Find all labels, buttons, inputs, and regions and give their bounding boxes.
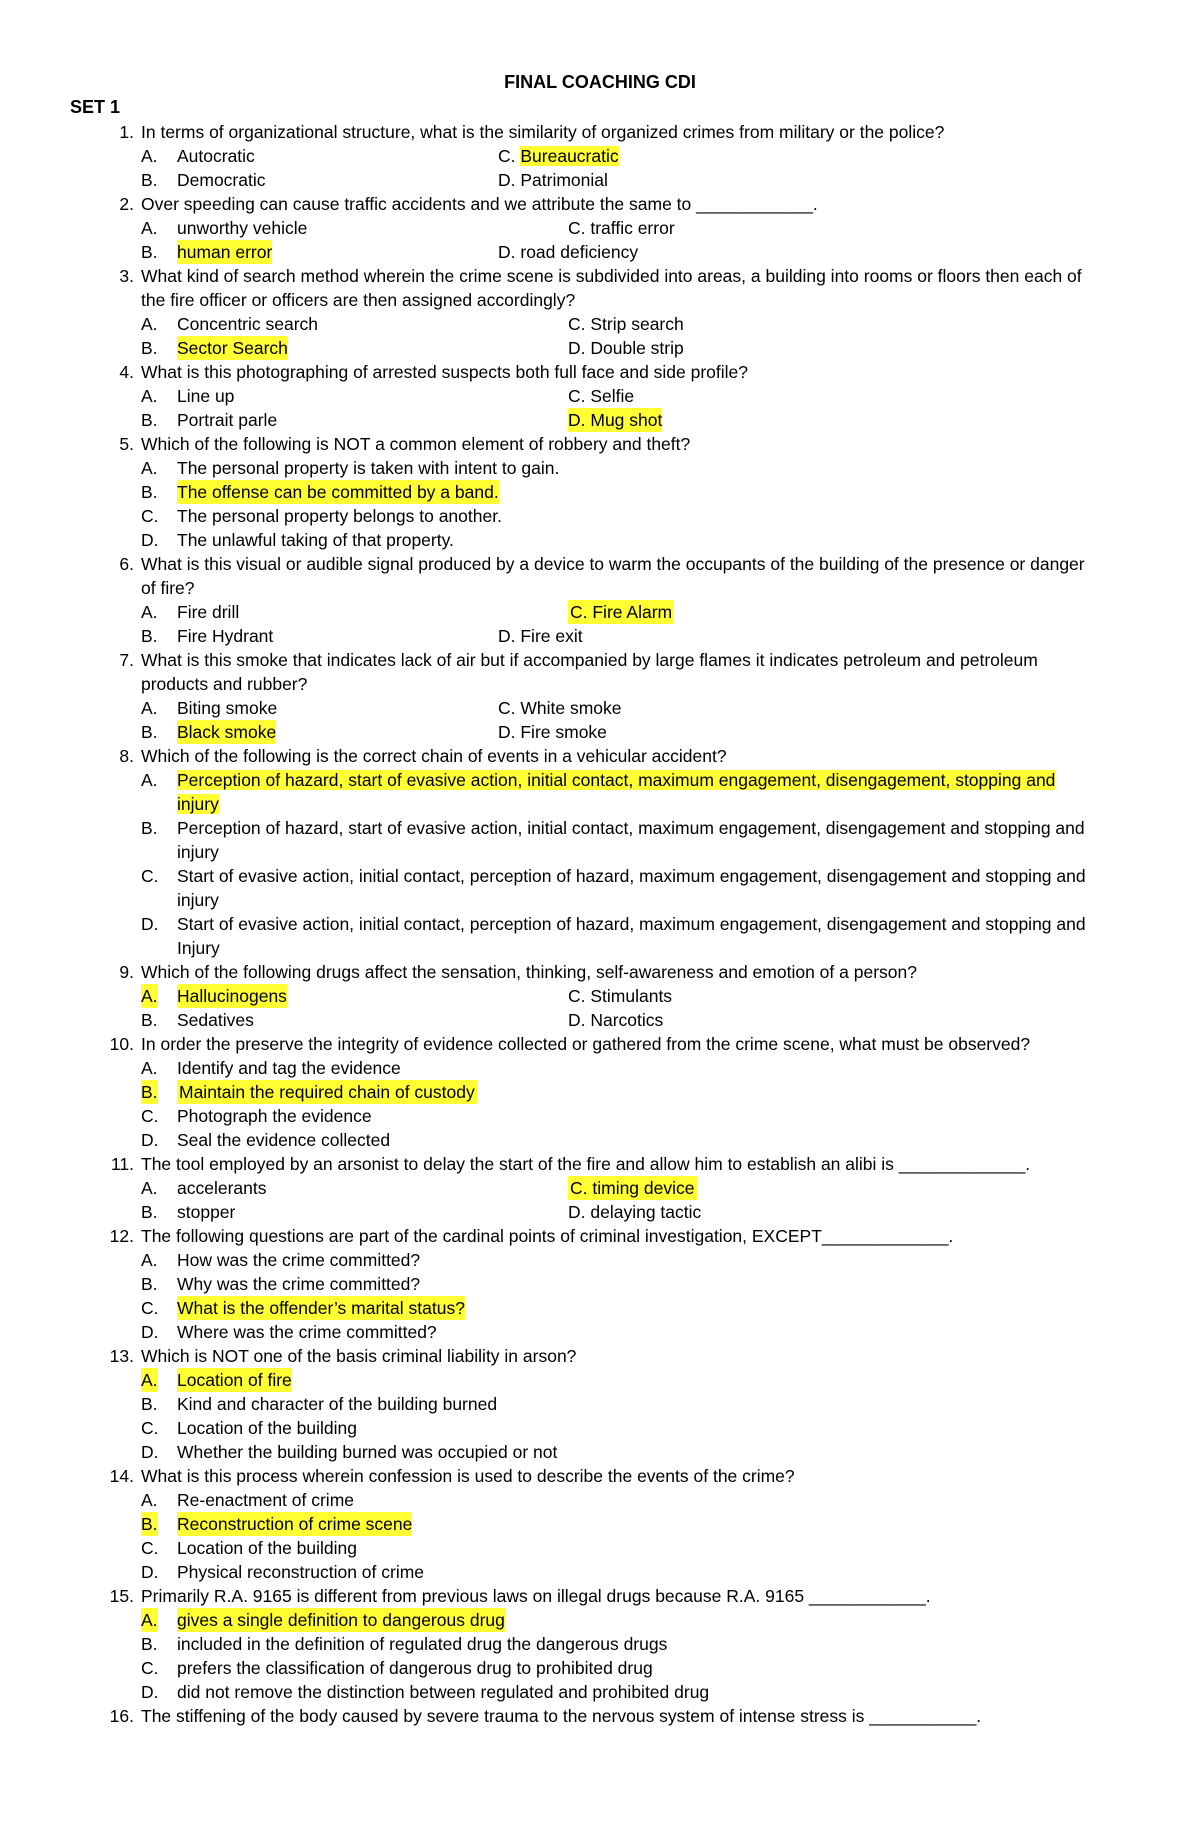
option-text: C. Selfie: [568, 386, 635, 406]
option-text: C. Strip search: [568, 314, 684, 334]
option-text: Perception of hazard, start of evasive action, initial contact, maximum engagement, disengagement and stopping and injury: [177, 818, 1085, 862]
question-number: 2.: [119, 194, 134, 214]
question-number: 15.: [109, 1586, 134, 1606]
option-text: Start of evasive action, initial contact, perception of hazard, maximum engagement, disengagement and stopping and injury: [177, 866, 1086, 910]
option-letter: B.: [141, 626, 158, 646]
question-number: 4.: [119, 362, 134, 382]
option-letter: B.: [141, 242, 158, 262]
option-text: Concentric search: [177, 314, 319, 334]
option-letter: A.: [141, 146, 158, 166]
option-text: Where was the crime committed?: [177, 1322, 437, 1342]
option-letter: B.: [141, 482, 158, 502]
option-letter: C.: [141, 1106, 159, 1126]
option-letter: B.: [141, 170, 158, 190]
answer-highlight: C. timing device: [570, 1178, 695, 1198]
question-text: What is this smoke that indicates lack of air but if accompanied by large flames it indicates petroleum and petroleum products and rubber?: [141, 650, 1038, 694]
option-text: D. Narcotics: [568, 1010, 664, 1030]
option-text: Seal the evidence collected: [177, 1130, 391, 1150]
question-text: The following questions are part of the cardinal points of criminal investigation, EXCEPT_____________.: [141, 1226, 954, 1246]
option-letter: A.: [141, 386, 158, 406]
question-text: The stiffening of the body caused by severe trauma to the nervous system of intense stress is ___________.: [141, 1706, 982, 1726]
question-text: What is this visual or audible signal produced by a device to warm the occupants of the building of the presence or danger of fire?: [141, 554, 1085, 598]
option-letter: C.: [141, 506, 159, 526]
answer-highlight: human error: [177, 242, 273, 262]
question-number: 8.: [119, 746, 134, 766]
option-letter: B.: [141, 722, 158, 742]
option-letter: B.: [141, 1394, 158, 1414]
answer-highlight: C. Fire Alarm: [570, 602, 673, 622]
option-letter: C.: [141, 1538, 159, 1558]
question-text: What is this process wherein confession is used to describe the events of the crime?: [141, 1466, 795, 1486]
option-text: Whether the building burned was occupied or not: [177, 1442, 558, 1462]
option-letter: A.: [141, 602, 158, 622]
option-text: Location of the building: [177, 1538, 357, 1558]
question-number: 7.: [119, 650, 134, 670]
option-text: D. Patrimonial: [498, 170, 608, 190]
option-letter: A.: [141, 986, 158, 1006]
option-text: D. delaying tactic: [568, 1202, 702, 1222]
question-text: Which is NOT one of the basis criminal liability in arson?: [141, 1346, 577, 1366]
answer-highlight: gives a single definition to dangerous drug: [177, 1610, 505, 1630]
answer-highlight: Hallucinogens: [177, 986, 287, 1006]
question-text: Which of the following is NOT a common element of robbery and theft?: [141, 434, 691, 454]
option-letter: D.: [141, 914, 159, 934]
answer-highlight: Sector Search: [177, 338, 288, 358]
question-number: 13.: [109, 1346, 134, 1366]
option-value: Patrimonial: [520, 170, 608, 190]
option-text: The unlawful taking of that property.: [177, 530, 454, 550]
option-text: stopper: [177, 1202, 236, 1222]
option-letter: D.: [141, 1442, 159, 1462]
answer-highlight: The offense can be committed by a band.: [177, 482, 499, 502]
option-letter: A.: [141, 698, 158, 718]
option-letter: B.: [141, 818, 158, 838]
option-letter: D.: [141, 1682, 159, 1702]
option-text: How was the crime committed?: [177, 1250, 421, 1270]
option-text: D. Fire smoke: [498, 722, 607, 742]
answer-highlight: Perception of hazard, start of evasive action, initial contact, maximum engagement, disengagement, stopping and injury: [177, 770, 1056, 814]
question-text: In terms of organizational structure, what is the similarity of organized crimes from military or the police?: [141, 122, 945, 142]
option-letter: B.: [141, 1634, 158, 1654]
question-text: Which of the following drugs affect the sensation, thinking, self-awareness and emotion of a person?: [141, 962, 917, 982]
page-title: FINAL COACHING CDI: [504, 72, 696, 92]
option-text: Identify and tag the evidence: [177, 1058, 401, 1078]
option-text: [177, 768, 1101, 816]
question-number: 10.: [109, 1034, 134, 1054]
answer-highlight: Black smoke: [177, 722, 277, 742]
option-text: included in the definition of regulated drug the dangerous drugs: [177, 1634, 668, 1654]
question-text: Over speeding can cause traffic accidents and we attribute the same to ____________.: [141, 194, 818, 214]
question-number: 12.: [109, 1226, 134, 1246]
question-text: The tool employed by an arsonist to delay the start of the fire and allow him to establish an alibi is _____________.: [141, 1154, 1031, 1174]
option-text: Fire Hydrant: [177, 626, 274, 646]
option-letter: A.: [141, 1610, 158, 1630]
option-letter: C.: [141, 1298, 159, 1318]
option-text: D. road deficiency: [498, 242, 639, 262]
option-letter: B.: [141, 1514, 158, 1534]
option-text: Fire drill: [177, 602, 240, 622]
option-text: Portrait parle: [177, 410, 278, 430]
option-text: C. Bureaucratic: [498, 146, 619, 166]
question-number: 1.: [119, 122, 134, 142]
option-text: C. Stimulants: [568, 986, 673, 1006]
option-text: Why was the crime committed?: [177, 1274, 421, 1294]
question-text: What is this photographing of arrested suspects both full face and side profile?: [141, 362, 749, 382]
question-number: 3.: [119, 266, 134, 286]
option-text: accelerants: [177, 1178, 267, 1198]
option-text: The personal property is taken with intent to gain.: [177, 458, 560, 478]
option-text: D. Fire exit: [498, 626, 583, 646]
option-text: did not remove the distinction between regulated and prohibited drug: [177, 1682, 710, 1702]
option-text: Start of evasive action, initial contact, perception of hazard, maximum engagement, disengagement and stopping and Injury: [177, 914, 1086, 958]
answer-highlight: What is the offender’s marital status?: [177, 1298, 465, 1318]
option-letter: A.: [141, 1058, 158, 1078]
answer-highlight: D. Mug shot: [568, 410, 663, 430]
question-number: 16.: [109, 1706, 134, 1726]
option-letter: D.: [141, 1562, 159, 1582]
option-letter: A.: [141, 218, 158, 238]
option-letter: A.: [141, 1250, 158, 1270]
option-letter: A.: [141, 1490, 158, 1510]
option-letter: B.: [141, 1010, 158, 1030]
option-letter: A.: [141, 770, 158, 790]
option-text: Physical reconstruction of crime: [177, 1562, 425, 1582]
question-text: Primarily R.A. 9165 is different from previous laws on illegal drugs because R.A. 9165 ____________.: [141, 1586, 931, 1606]
option-text: Democratic: [177, 170, 266, 190]
option-text: Re-enactment of crime: [177, 1490, 355, 1510]
question-number: 9.: [119, 962, 134, 982]
option-text: Line up: [177, 386, 235, 406]
question-number: 11.: [110, 1154, 134, 1174]
answer-highlight: Bureaucratic: [520, 146, 619, 166]
option-text: unworthy vehicle: [177, 218, 308, 238]
option-text: The personal property belongs to another.: [177, 506, 502, 526]
question-text: In order the preserve the integrity of evidence collected or gathered from the crime scene, what must be observed?: [141, 1034, 1031, 1054]
question-text: Which of the following is the correct chain of events in a vehicular accident?: [141, 746, 727, 766]
option-text: prefers the classification of dangerous drug to prohibited drug: [177, 1658, 653, 1678]
option-letter: B.: [141, 1274, 158, 1294]
option-text: Sedatives: [177, 1010, 254, 1030]
option-letter: C.: [141, 866, 159, 886]
option-text: Location of the building: [177, 1418, 357, 1438]
answer-highlight: Maintain the required chain of custody: [179, 1082, 475, 1102]
option-letter: A.: [141, 1370, 158, 1390]
option-text: Biting smoke: [177, 698, 278, 718]
option-letter: D.: [141, 1322, 159, 1342]
option-letter: D.: [141, 1130, 159, 1150]
option-letter: A.: [141, 1178, 158, 1198]
question-number: 6.: [119, 554, 134, 574]
option-letter: C.: [141, 1658, 159, 1678]
option-text: D. Double strip: [568, 338, 684, 358]
option-letter: B.: [141, 338, 158, 358]
option-text: Kind and character of the building burned: [177, 1394, 498, 1414]
option-letter: A.: [141, 458, 158, 478]
option-letter: B.: [141, 1082, 158, 1102]
question-number: 5.: [119, 434, 134, 454]
option-letter: B.: [141, 1202, 158, 1222]
option-text: C. White smoke: [498, 698, 622, 718]
option-letter: B.: [141, 410, 158, 430]
question-number: 14.: [109, 1466, 134, 1486]
option-letter: C.: [141, 1418, 159, 1438]
option-letter: A.: [141, 314, 158, 334]
option-text: C. traffic error: [568, 218, 675, 238]
option-text: Photograph the evidence: [177, 1106, 372, 1126]
option-letter: D.: [141, 530, 159, 550]
answer-highlight: Location of fire: [177, 1370, 292, 1390]
option-text: Autocratic: [177, 146, 255, 166]
question-text: What kind of search method wherein the crime scene is subdivided into areas, a building into rooms or floors then each of the fire officer or officers are then assigned accordingly?: [141, 266, 1082, 310]
set-label: SET 1: [70, 97, 121, 117]
answer-highlight: Reconstruction of crime scene: [177, 1514, 413, 1534]
